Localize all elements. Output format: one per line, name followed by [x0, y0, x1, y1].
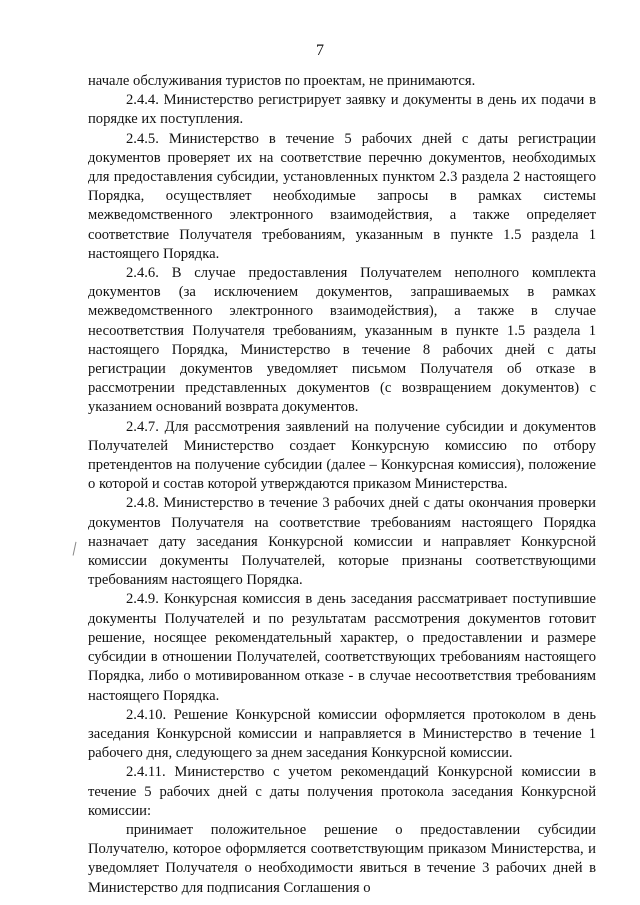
paragraph-2-4-9: 2.4.9. Конкурсная комиссия в день заседания рассматривает поступившие документы Получателей и по результатам рассмотрения документов готовит решение, носящее рекомендательный характер, о предоставлении и размере субсидии в отношении Получателей, соответствующих требованиям настоящего Порядка, либо о мотивированном отказе - в случае несоответствия требованиям настоящего Порядка. — [88, 591, 596, 704]
paragraph-2-4-6: 2.4.6. В случае предоставления Получателем неполного комплекта документов (за исключением документов, запрашиваемых в рамках межведомственного электронного взаимодействия), а также в случае несоответствия Получателя требованиям, указанным в пункте 1.5 раздела 1 настоящего Порядка, Министерство в течение 8 рабочих дней с даты регистрации документов уведомляет письмом Получателя об отказе в рассмотрении представленных документов (с возвращением документов) с указанием оснований возврата документов. — [88, 265, 596, 416]
page-number: 7 — [316, 42, 324, 59]
paragraph-2-4-5: 2.4.5. Министерство в течение 5 рабочих дней с даты регистрации документов проверяет их на соответствие перечню документов, необходимых для предоставления субсидии, установленных пунктом 2.3 раздела 2 настоящего Порядка, осуществляет необходимые запросы в рамках системы межведомственного электронного взаимодействия, а также определяет соответствие Получателя требованиям, указанным в пункте 1.5 раздела 1 настоящего Порядка. — [88, 130, 596, 262]
paragraph-2-4-4: 2.4.4. Министерство регистрирует заявку и документы в день их подачи в порядке их поступления. — [88, 92, 596, 128]
paragraph-2-4-10: 2.4.10. Решение Конкурсной комиссии оформляется протоколом в день заседания Конкурсной комиссии и направляется в Министерство в течение 1 рабочего дня, следующего за днем заседания Конкурсной комиссии. — [88, 706, 596, 762]
document-body — [88, 72, 596, 898]
paragraph-2-4-8: 2.4.8. Министерство в течение 3 рабочих дней с даты окончания проверки документов Получателя на соответствие требованиям настоящего Порядка назначает дату заседания Конкурсной комиссии и направляет Конкурсной комиссии документы Получателей, которые признаны соответствующими требованиям настоящего Порядка. — [88, 495, 596, 589]
paragraph-continuation: начале обслуживания туристов по проектам, не принимаются. — [88, 73, 476, 89]
paragraph-2-4-11: 2.4.11. Министерство с учетом рекомендаций Конкурсной комиссии в течение 5 рабочих дней с даты получения протокола заседания Конкурсной комиссии: — [88, 764, 596, 819]
paragraph-2-4-7: 2.4.7. Для рассмотрения заявлений на получение субсидии и документов Получателей Министерство создает Конкурсную комиссию по отбору претендентов на получение субсидии (далее – Конкурсная комиссия), положение о которой и состав которой утверждаются приказом Министерства. — [88, 418, 596, 493]
scan-mark — [73, 542, 80, 557]
paragraph-positive-decision: принимает положительное решение о предоставлении субсидии Получателю, которое оформляется соответствующим приказом Министерства, и уведомляет Получателя о необходимости явиться в течение 3 рабочих дней в Министерство для подписания Соглашения о — [88, 821, 596, 896]
